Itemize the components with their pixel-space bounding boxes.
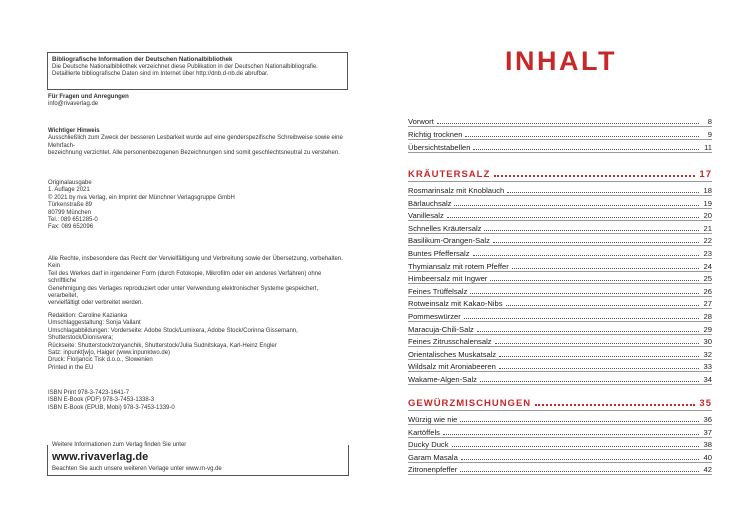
edition-block (48, 180, 348, 232)
toc-entry-page: 22 (703, 236, 712, 246)
leader-dots (484, 229, 699, 231)
edition-line: Fax: 089 652096 (48, 224, 94, 231)
contents-page (375, 0, 750, 529)
isbn-block (48, 390, 348, 412)
isbn-line: ISBN E-Book (EPUB, Mobi) 978-3-7453-1339-0 (48, 404, 175, 411)
leader-dots (452, 445, 699, 447)
toc-entry[interactable] (408, 196, 712, 209)
toc-entry-label: Orientalisches Muskatsalz (408, 349, 497, 359)
toc-entry-page: 28 (703, 312, 712, 321)
toc-entry-page: 24 (703, 261, 712, 271)
section-title: GEWÜRZMISCHUNGEN (408, 398, 532, 409)
leader-dots (460, 470, 699, 472)
notice-title: Wichtiger Hinweis (48, 128, 100, 134)
credits-block (48, 313, 348, 372)
questions-block (48, 94, 348, 109)
leader-dots (447, 216, 699, 218)
toc-entry-label: Kartöffels (408, 427, 440, 437)
leader-dots (464, 317, 699, 319)
toc-entry[interactable] (408, 208, 712, 221)
section-page: 17 (699, 169, 712, 180)
toc-entry-label: Maracuja-Chili-Salz (408, 324, 474, 334)
toc-entry-label: Richtig trocknen (408, 130, 463, 139)
notice-line-2: bezeichnung verzichtet. Alle personenbezogenen Bezeichnungen sind somit geschlechtsneutral zu verstehen. (48, 150, 340, 157)
biblio-line-2: Detaillierte bibliografische Daten sind im Internet über http://dnb.d-nb.de abrufbar. (52, 71, 269, 78)
leader-dots (454, 204, 699, 206)
toc-entry[interactable] (408, 437, 712, 450)
toc-entry-label: Vorwort (408, 117, 434, 126)
leader-dots (506, 304, 699, 306)
toc-entry-label: Wakame-Algen-Salz (408, 375, 477, 384)
toc-section-heading[interactable] (408, 166, 712, 180)
leader-dots (507, 191, 699, 193)
toc-entry-page: 33 (703, 362, 712, 372)
toc-entry-label: Basilikum-Orangen-Salz (408, 236, 490, 246)
toc-entry[interactable] (408, 372, 712, 385)
toc-entry-label: Himbeersalz mit Ingwer (408, 274, 488, 284)
leader-dots (473, 148, 699, 150)
leader-dots (493, 241, 699, 243)
leader-dots (443, 433, 699, 435)
biblio-title: Bibliografische Information der Deutschen Nationalbibliothek (52, 56, 233, 63)
leader-dots (470, 292, 699, 294)
toc-entry[interactable] (408, 259, 712, 272)
toc-entry-label: Zitronenpfeffer (408, 465, 458, 474)
rights-block (48, 256, 348, 308)
toc-entry-label: Feines Zitrusschalensalz (408, 337, 492, 347)
leader-dots (494, 174, 695, 177)
toc-entry[interactable] (408, 233, 712, 246)
isbn-line: ISBN Print 978-3-7423-1641-7 (48, 390, 130, 396)
credits-line: Rückseite: Shutterstock/zoryanchik, Shutterstock/Julia Sudnitskaya, Karl-Heinz Engler (48, 342, 277, 349)
credits-line: Redaktion: Caroline Kazianka (48, 313, 128, 319)
toc-entry[interactable] (408, 183, 712, 196)
toc-entry[interactable] (408, 271, 712, 284)
credits-line: Satz: inpunkt[w]o, Haiger (www.inpunktwo.de) (48, 350, 171, 357)
toc-entry[interactable] (408, 140, 712, 153)
toc-entry-page: 25 (703, 274, 712, 284)
rights-line: Genehmigung des Verlages reproduziert oder unter Verwendung elektronischer Systeme gespeichert, verarbeitet, (48, 285, 319, 300)
toc-entry[interactable] (408, 114, 712, 127)
rights-line: Teil des Werkes darf in irgendeiner Form (durch Fotokopie, Mikrofilm oder ein anderes Verfahren) ohne schriftliche (48, 270, 322, 285)
toc-entry[interactable] (408, 221, 712, 234)
publisher-web-box (47, 442, 349, 476)
toc-entry-page: 18 (703, 186, 712, 195)
edition-line: Originalausgabe (48, 180, 92, 186)
leader-dots (465, 135, 699, 137)
toc-entry[interactable] (408, 322, 712, 335)
leader-dots (495, 342, 699, 344)
toc-entry-page: 34 (703, 375, 712, 384)
web-intro: Weitere Informationen zum Verlag finden Sie unter (52, 442, 187, 448)
toc-entry-label: Übersichtstabellen (408, 143, 471, 152)
toc-entry[interactable] (408, 412, 712, 425)
toc-entry-label: Wildsalz mit Aroniabeeren (408, 362, 496, 372)
toc-entry[interactable] (408, 462, 712, 475)
leader-dots (490, 279, 699, 281)
toc-entry[interactable] (408, 347, 712, 360)
leader-dots (437, 122, 699, 124)
questions-title: Für Fragen und Anregungen (48, 94, 129, 100)
leader-dots (499, 355, 699, 357)
toc-entry-label: Bärlauchsalz (408, 198, 452, 208)
toc-entry-label: Würzig wie nie (408, 415, 458, 424)
notice-block (48, 128, 348, 158)
toc-entry-label: Buntes Pfeffersalz (408, 249, 470, 258)
toc-entry-page: 38 (703, 440, 712, 449)
leader-dots (480, 380, 699, 382)
credits-line: Umschlaggestaltung: Sonja Vallant (48, 320, 141, 327)
toc-entry[interactable] (408, 127, 712, 140)
toc-entry[interactable] (408, 359, 712, 372)
toc-entry[interactable] (408, 284, 712, 297)
notice-line-1: Ausschließlich zum Zweck der besseren Lesbarkeit wurde auf eine genderspezifische Schreibweise sowie eine Mehrfach- (48, 135, 343, 149)
toc-entry[interactable] (408, 334, 712, 347)
toc-entry-label: Garam Masala (408, 452, 458, 462)
edition-line: Tel.: 089 651285-0 (48, 217, 98, 224)
toc-entry[interactable] (408, 425, 712, 438)
questions-email: info@rivaverlag.de (48, 101, 99, 108)
toc-entry[interactable] (408, 450, 712, 463)
toc-entry-page: 36 (703, 415, 712, 424)
biblio-line-1: Die Deutsche Nationalbibliothek verzeichnet diese Publikation in der Deutschen Nationalbibliografie. (52, 63, 318, 70)
toc-entry-label: Rosmarinsalz mit Knoblauch (408, 186, 505, 195)
credits-line: Printed in the EU (48, 364, 94, 371)
toc-entry[interactable] (408, 246, 712, 259)
toc-entry-page: 23 (703, 249, 712, 258)
toc-entry-page: 37 (703, 427, 712, 437)
toc-entry-page: 19 (703, 198, 712, 208)
leader-dots (512, 267, 699, 269)
toc-entry-page: 42 (703, 465, 712, 474)
section-title: KRÄUTERSALZ (408, 169, 491, 180)
toc-entry-page: 27 (703, 299, 712, 309)
bibliographic-info-box (47, 52, 348, 90)
toc-entry-label: Ducky Duck (408, 440, 449, 449)
toc-entry-label: Schnelles Kräutersalz (408, 223, 482, 233)
edition-line: 80799 München (48, 209, 92, 216)
leader-dots (461, 458, 699, 460)
toc-entry-page: 11 (704, 143, 712, 152)
toc-entry-page: 20 (703, 211, 712, 221)
edition-line: 1. Auflage 2021 (48, 187, 90, 194)
credits-line: Druck: Florjancic Tisk d.o.o., Slowenien (48, 357, 153, 364)
isbn-line: ISBN E-Book (PDF) 978-3-7453-1338-3 (48, 397, 155, 404)
toc-entry-page: 30 (703, 337, 712, 347)
leader-dots (460, 420, 699, 422)
section-page: 35 (699, 398, 712, 409)
toc-entry-page: 26 (703, 286, 712, 296)
toc-section-heading[interactable] (408, 395, 712, 409)
publisher-url-link[interactable]: www.rivaverlag.de (52, 451, 149, 463)
toc-entry-label: Vanillesalz (408, 211, 444, 221)
leader-dots (473, 254, 700, 256)
leader-dots (535, 403, 695, 406)
contents-heading: INHALT (505, 46, 617, 76)
toc-entry-page: 40 (703, 452, 712, 462)
toc-entry-page: 9 (707, 130, 712, 139)
toc-entry-label: Feines Trüffelsalz (408, 286, 468, 296)
credits-line: Umschlagabbildungen: Vorderseite: Adobe Stock/Lumixera, Adobe Stock/Corinna Gissemann, Shutterstock/Dionisvera; (48, 327, 298, 342)
rights-line: Alle Rechte, insbesondere das Recht der Vervielfältigung und Verbreitung sowie der Übersetzung, vorbehalten. Kein (48, 256, 343, 270)
toc-entry-page: 29 (703, 324, 712, 334)
edition-line: Türkenstraße 89 (48, 202, 93, 209)
toc-entry-label: Pommeswürzer (408, 312, 461, 321)
web-outro: Beachten Sie auch unsere weiteren Verlage unter www.m-vg.de (52, 466, 222, 472)
leader-dots (477, 330, 699, 332)
edition-line: © 2021 by riva Verlag, ein Imprint der Münchner Verlagsgruppe GmbH (48, 194, 235, 201)
toc-entry[interactable] (408, 309, 712, 322)
section-divider (408, 181, 712, 182)
section-divider (408, 410, 712, 411)
toc-entry[interactable] (408, 296, 712, 309)
leader-dots (499, 367, 699, 369)
toc-entry-page: 21 (703, 223, 712, 233)
toc-entry-label: Rotweinsalz mit Kakao-Nibs (408, 299, 503, 309)
toc-entry-page: 8 (707, 117, 712, 126)
toc-entry-page: 32 (703, 349, 712, 359)
toc-entry-label: Thymiansalz mit rotem Pfeffer (408, 261, 509, 271)
rights-line: vervielfältigt oder verbreitet werden. (48, 300, 144, 307)
